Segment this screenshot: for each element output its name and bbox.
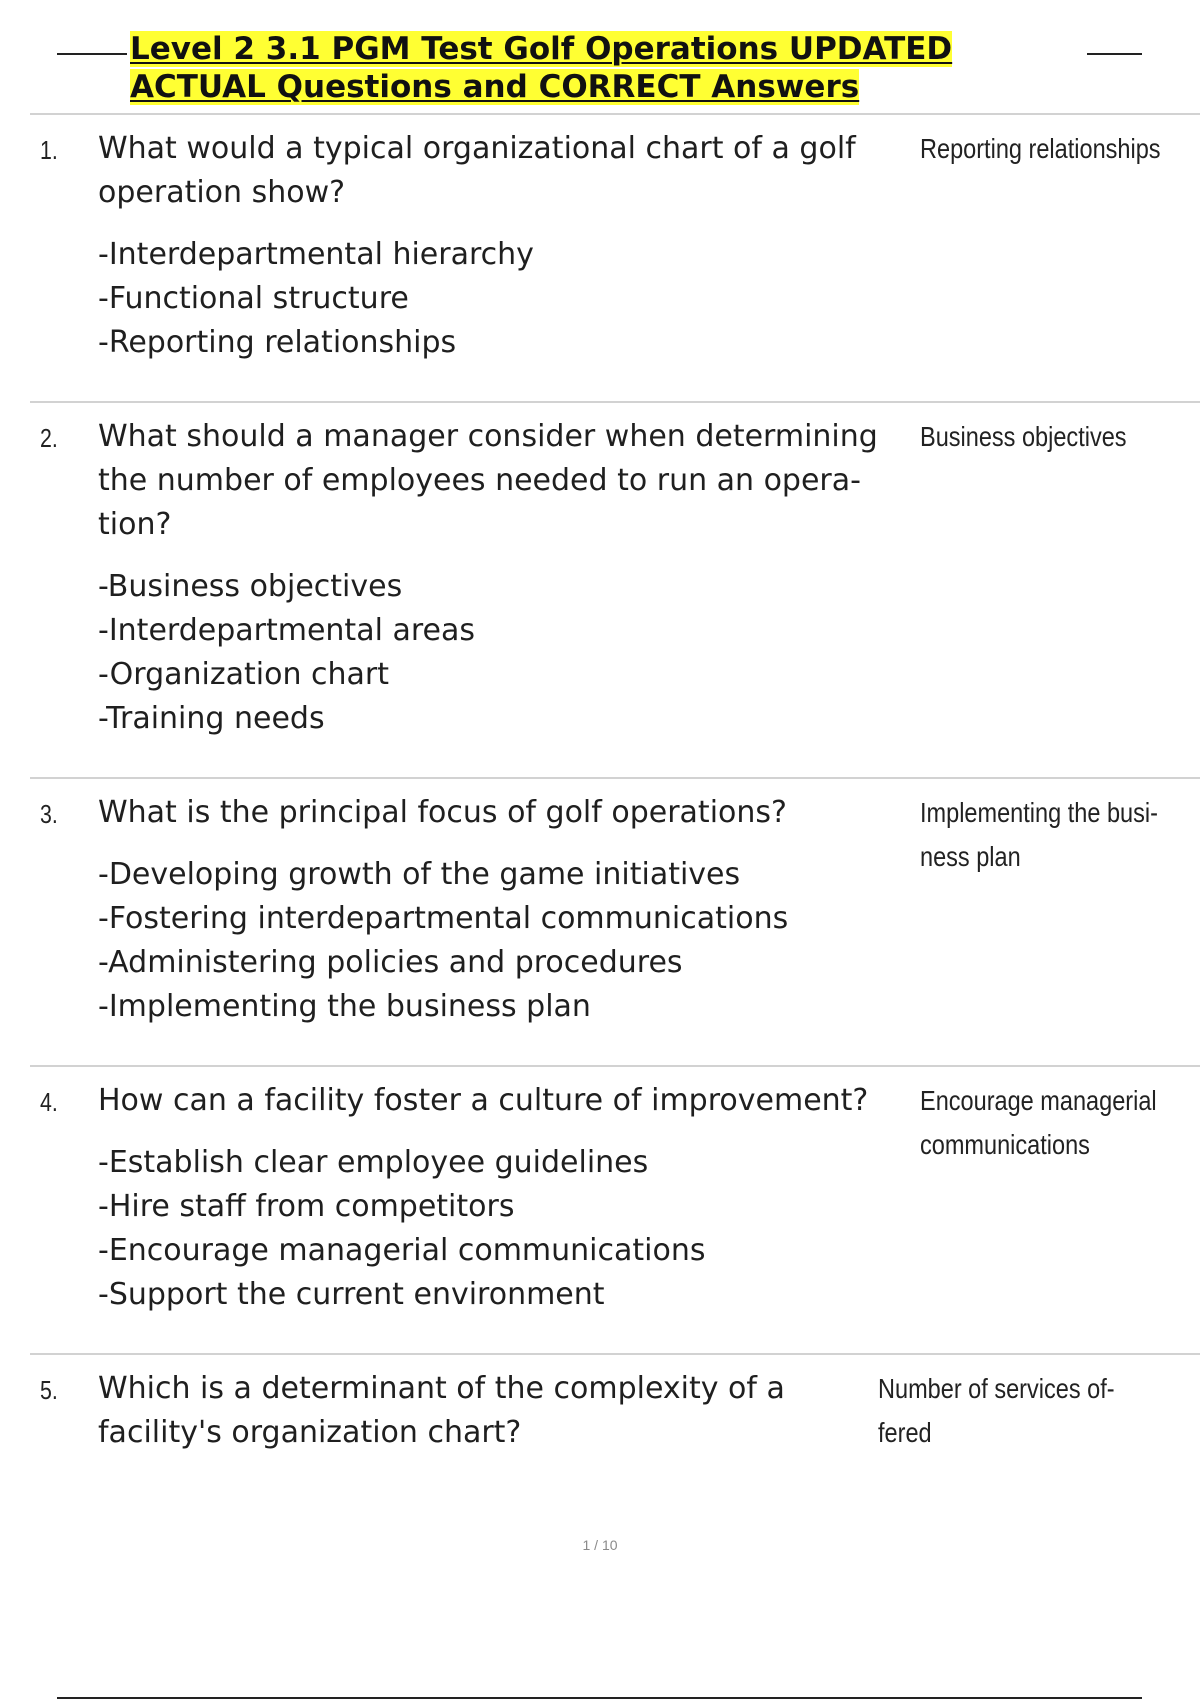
question-number: 2. bbox=[40, 423, 58, 453]
qa-item-4 bbox=[30, 1065, 1200, 1355]
option-item: -Fostering interdepartmental communications bbox=[98, 901, 789, 936]
answer-text: Encourage managerial communications bbox=[920, 1085, 1157, 1160]
document-header bbox=[57, 30, 1142, 106]
option-item: -Encourage managerial communications bbox=[98, 1233, 706, 1268]
qa-item-3 bbox=[30, 777, 1200, 1067]
document-title: Level 2 3.1 PGM Test Golf Operations UPDATED ACTUAL Questions and CORRECT Answers bbox=[130, 31, 953, 105]
option-item: -Establish clear employee guidelines bbox=[98, 1145, 649, 1180]
option-item: -Administering policies and procedures bbox=[98, 945, 683, 980]
title-rule-right bbox=[1087, 53, 1142, 55]
option-item: -Implementing the business plan bbox=[98, 989, 591, 1024]
option-list bbox=[98, 565, 898, 741]
option-item: -Support the current environment bbox=[98, 1277, 605, 1312]
title-rule-left bbox=[57, 53, 127, 55]
question-number: 3. bbox=[40, 799, 58, 829]
question-text-block bbox=[98, 791, 898, 1029]
question-number: 4. bbox=[40, 1087, 58, 1117]
option-list bbox=[98, 1141, 898, 1317]
option-item: -Organization chart bbox=[98, 657, 389, 692]
option-list bbox=[98, 233, 898, 365]
answer-text: Reporting relationships bbox=[920, 133, 1161, 164]
answer-text: Implementing the busi- ness plan bbox=[920, 797, 1158, 872]
question-text: What is the principal focus of golf operations? bbox=[98, 795, 787, 830]
answer-text: Business objectives bbox=[920, 421, 1127, 452]
qa-item-2 bbox=[30, 401, 1200, 779]
question-text: What would a typical organizational chart of a golf operation show? bbox=[98, 131, 856, 210]
option-item: -Hire staff from competitors bbox=[98, 1189, 515, 1224]
question-number: 1. bbox=[40, 135, 58, 165]
option-item: -Business objectives bbox=[98, 569, 403, 604]
question-text: How can a facility foster a culture of improvement? bbox=[98, 1083, 869, 1118]
option-item: -Functional structure bbox=[98, 281, 409, 316]
question-text: Which is a determinant of the complexity of a facility's organization chart? bbox=[98, 1371, 785, 1450]
qa-item-1 bbox=[30, 113, 1200, 403]
option-item: -Developing growth of the game initiatives bbox=[98, 857, 741, 892]
question-number: 5. bbox=[40, 1375, 58, 1405]
option-item: -Interdepartmental hierarchy bbox=[98, 237, 534, 272]
page-number: 1 / 10 bbox=[582, 1537, 618, 1553]
question-text-block bbox=[98, 1367, 898, 1455]
question-text-block bbox=[98, 415, 898, 741]
option-list bbox=[98, 853, 898, 1029]
question-text-block bbox=[98, 1079, 898, 1317]
answer-text: Number of services of- fered bbox=[878, 1373, 1115, 1448]
qa-item-5 bbox=[30, 1353, 1200, 1495]
option-item: -Interdepartmental areas bbox=[98, 613, 475, 648]
bottom-rule bbox=[57, 1697, 1142, 1699]
question-text-block bbox=[98, 127, 898, 365]
option-item: -Training needs bbox=[98, 701, 325, 736]
question-text: What should a manager consider when determining the number of employees needed to run an opera- tion? bbox=[98, 419, 878, 542]
option-item: -Reporting relationships bbox=[98, 325, 457, 360]
